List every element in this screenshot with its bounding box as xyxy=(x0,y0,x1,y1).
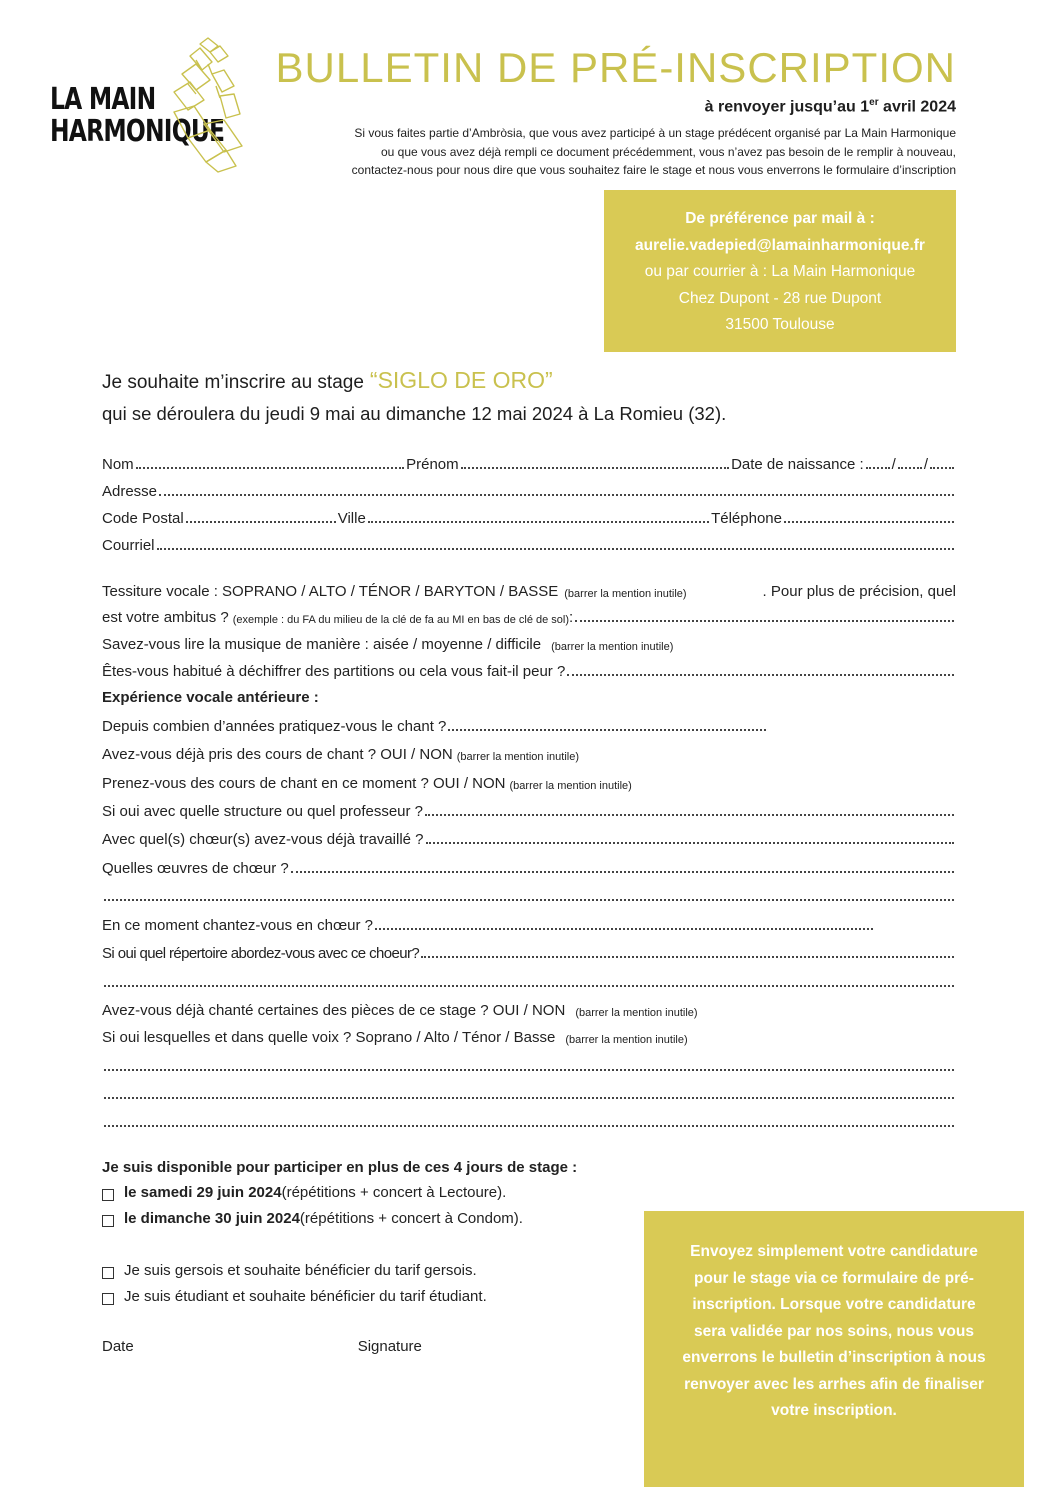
slash-1: / xyxy=(891,456,896,473)
deadline-after: avril 2024 xyxy=(878,98,956,116)
field-voix-extra-1[interactable] xyxy=(104,1069,954,1071)
row-ville xyxy=(102,505,956,527)
label-nom: Nom xyxy=(102,456,134,473)
label-courriel: Courriel xyxy=(102,537,155,554)
label-ambitus: est votre ambitus ? xyxy=(102,609,229,626)
note-barrer-voix: (barrer la mention inutile) xyxy=(565,1034,688,1046)
label-annees: Depuis combien d’années pratiquez-vous le chant ? xyxy=(102,718,447,735)
label-lecture: Savez-vous lire la musique de manière : aisée / moyenne / difficile xyxy=(102,636,542,653)
option-samedi[interactable] xyxy=(102,1179,956,1201)
row-lecture xyxy=(102,631,956,653)
note-line-4: sera validée par nos soins, nous vous xyxy=(694,1322,974,1340)
slash-2: / xyxy=(923,456,929,473)
row-experience xyxy=(102,684,956,706)
field-birth-month[interactable] xyxy=(898,467,922,469)
label-ambitus-colon: : xyxy=(569,609,574,626)
field-structure[interactable] xyxy=(425,814,954,816)
row-choeur-now xyxy=(102,912,956,934)
intro-line-1: Si vous faites partie d’Ambròsia, que vous avez participé à un stage prédécent organisé par La Main Harmonique xyxy=(354,126,956,140)
field-dechiffrer[interactable] xyxy=(567,674,954,676)
contact-box xyxy=(604,190,956,352)
row-identity xyxy=(102,451,956,473)
deadline xyxy=(560,93,956,117)
label-experience: Expérience vocale antérieure : xyxy=(102,689,319,706)
samedi-date: le samedi 29 juin 2024 xyxy=(124,1184,282,1201)
row-oeuvres-extra xyxy=(102,883,956,905)
label-precision: . Pour plus de précision, quel xyxy=(762,583,956,600)
field-oeuvres-extra[interactable] xyxy=(104,899,954,901)
contact-line-3: ou par courrier à : La Main Harmonique xyxy=(644,263,916,280)
field-choeur-now[interactable] xyxy=(375,928,873,930)
label-choeur-now: En ce moment chantez-vous en chœur ? xyxy=(102,917,373,934)
field-ville[interactable] xyxy=(368,521,709,523)
field-birth-year[interactable] xyxy=(930,467,954,469)
row-repertoire xyxy=(102,940,956,962)
label-cours: Avez-vous déjà pris des cours de chant ? OUI / NON xyxy=(102,746,453,763)
stage-heading xyxy=(102,365,553,398)
label-naissance: Date de naissance : xyxy=(731,456,864,473)
row-pieces xyxy=(102,997,956,1019)
row-oeuvres xyxy=(102,855,956,877)
checkbox-icon[interactable] xyxy=(102,1293,114,1305)
label-choeurs: Avec quel(s) chœur(s) avez-vous déjà travaillé ? xyxy=(102,831,424,848)
label-signature: Signature xyxy=(357,1338,422,1355)
stage-intro: Je souhaite m’inscrire au stage xyxy=(102,372,364,393)
checkbox-icon[interactable] xyxy=(102,1215,114,1227)
label-structure: Si oui avec quelle structure ou quel professeur ? xyxy=(102,803,424,820)
label-telephone: Téléphone xyxy=(711,510,782,527)
page-title: BULLETIN DE PRÉ-INSCRIPTION xyxy=(275,44,956,91)
deadline-before: à renvoyer jusqu’au 1 xyxy=(704,98,870,116)
field-repertoire[interactable] xyxy=(421,956,954,958)
dimanche-details: (répétitions + concert à Condom). xyxy=(299,1210,523,1227)
field-voix-extra-3[interactable] xyxy=(104,1125,954,1127)
row-voix-extra-2 xyxy=(102,1081,956,1103)
field-voix-extra-2[interactable] xyxy=(104,1097,954,1099)
field-cp[interactable] xyxy=(186,521,336,523)
stage-details: qui se déroulera du jeudi 9 mai au dimanche 12 mai 2024 à La Romieu (32). xyxy=(102,403,727,424)
note-line-2: pour le stage via ce formulaire de pré- xyxy=(694,1269,974,1287)
row-dechiffrer xyxy=(102,658,956,680)
field-choeurs[interactable] xyxy=(426,842,954,844)
label-date: Date xyxy=(102,1338,134,1355)
row-voix-extra-1 xyxy=(102,1053,956,1075)
field-nom[interactable] xyxy=(136,467,404,469)
note-barrer-pieces: (barrer la mention inutile) xyxy=(575,1007,698,1019)
note-box xyxy=(644,1211,1024,1487)
note-line-5: enverrons le bulletin d’inscription à nous xyxy=(682,1349,986,1366)
row-dispo xyxy=(102,1154,956,1176)
label-dechiffrer: Êtes-vous habitué à déchiffrer des partitions ou cela vous fait-il peur ? xyxy=(102,663,566,680)
field-birth-day[interactable] xyxy=(866,467,890,469)
intro-text xyxy=(250,124,956,180)
field-ambitus[interactable] xyxy=(575,620,954,622)
note-line-7: votre inscription. xyxy=(771,1402,897,1419)
checkbox-icon[interactable] xyxy=(102,1267,114,1279)
samedi-details: (répétitions + concert à Lectoure). xyxy=(281,1184,507,1201)
field-adresse[interactable] xyxy=(159,494,954,496)
row-repertoire-extra xyxy=(102,969,956,991)
field-telephone[interactable] xyxy=(784,521,954,523)
row-annees xyxy=(102,713,956,735)
row-choeurs xyxy=(102,826,956,848)
note-barrer-lecture: (barrer la mention inutile) xyxy=(551,641,674,653)
row-voix xyxy=(102,1024,956,1046)
row-courriel xyxy=(102,532,956,554)
hand-icon xyxy=(160,34,250,174)
label-gersois: Je suis gersois et souhaite bénéficier du tarif gersois. xyxy=(124,1262,477,1279)
intro-line-2: ou que vous avez déjà rempli ce document précédemment, vous n’avez pas besoin de le remplir à nouveau, xyxy=(381,144,956,159)
note-line-3: inscription. Lorsque votre candidature xyxy=(692,1296,976,1313)
note-ambitus-example: (exemple : du FA du milieu de la clé de fa au MI en bas de clé de sol) xyxy=(232,614,570,626)
label-repertoire: Si oui quel répertoire abordez-vous avec ce choeur? xyxy=(102,945,420,962)
label-adresse: Adresse xyxy=(102,483,158,500)
logo-line-2: HARMONIQUE xyxy=(50,114,225,149)
contact-line-1: De préférence par mail à : xyxy=(685,210,875,227)
row-structure xyxy=(102,798,956,820)
row-cours-now xyxy=(102,770,956,792)
label-ville: Ville xyxy=(337,510,366,527)
logo-line-1: LA MAIN xyxy=(50,82,156,117)
contact-line-4: Chez Dupont - 28 rue Dupont xyxy=(678,289,882,307)
label-voix: Si oui lesquelles et dans quelle voix ? Soprano / Alto / Ténor / Basse xyxy=(102,1029,556,1046)
row-voix-extra-3 xyxy=(102,1109,956,1131)
deadline-sup: er xyxy=(869,97,879,108)
label-etudiant: Je suis étudiant et souhaite bénéficier du tarif étudiant. xyxy=(124,1288,487,1305)
field-oeuvres[interactable] xyxy=(291,871,954,873)
dimanche-date: le dimanche 30 juin 2024 xyxy=(124,1210,300,1227)
field-repertoire-extra[interactable] xyxy=(104,985,954,987)
note-barrer: (barrer la mention inutile) xyxy=(564,588,687,600)
label-pieces: Avez-vous déjà chanté certaines des pièces de ce stage ? OUI / NON xyxy=(102,1002,566,1019)
row-cours xyxy=(102,741,956,763)
label-prenom: Prénom xyxy=(406,456,459,473)
label-cours-now: Prenez-vous des cours de chant en ce moment ? OUI / NON xyxy=(102,775,506,792)
field-prenom[interactable] xyxy=(461,467,729,469)
intro-line-3: contactez-nous pour nous dire que vous souhaitez faire le stage et nous vous enverrons le formulaire d’inscription xyxy=(351,163,956,177)
checkbox-icon[interactable] xyxy=(102,1189,114,1201)
contact-email[interactable]: aurelie.vadepied@lamainharmonique.fr xyxy=(635,236,925,254)
field-courriel[interactable] xyxy=(157,548,954,550)
row-tessiture xyxy=(102,578,956,600)
label-dispo: Je suis disponible pour participer en plus de ces 4 jours de stage : xyxy=(102,1159,578,1176)
field-annees[interactable] xyxy=(448,729,766,731)
note-barrer-cours: (barrer la mention inutile) xyxy=(456,751,579,763)
row-adresse xyxy=(102,478,956,500)
contact-line-5: 31500 Toulouse xyxy=(725,316,835,333)
note-barrer-cours-now: (barrer la mention inutile) xyxy=(509,780,632,792)
row-ambitus xyxy=(102,604,956,626)
stage-name: “SIGLO DE ORO” xyxy=(369,367,553,393)
note-line-6: renvoyer avec les arrhes afin de finaliser xyxy=(684,1375,984,1393)
note-line-1: Envoyez simplement votre candidature xyxy=(690,1243,978,1260)
label-cp: Code Postal xyxy=(102,510,184,527)
label-oeuvres: Quelles œuvres de chœur ? xyxy=(102,860,289,877)
label-tessiture: Tessiture vocale : SOPRANO / ALTO / TÉNOR / BARYTON / BASSE xyxy=(102,583,559,600)
